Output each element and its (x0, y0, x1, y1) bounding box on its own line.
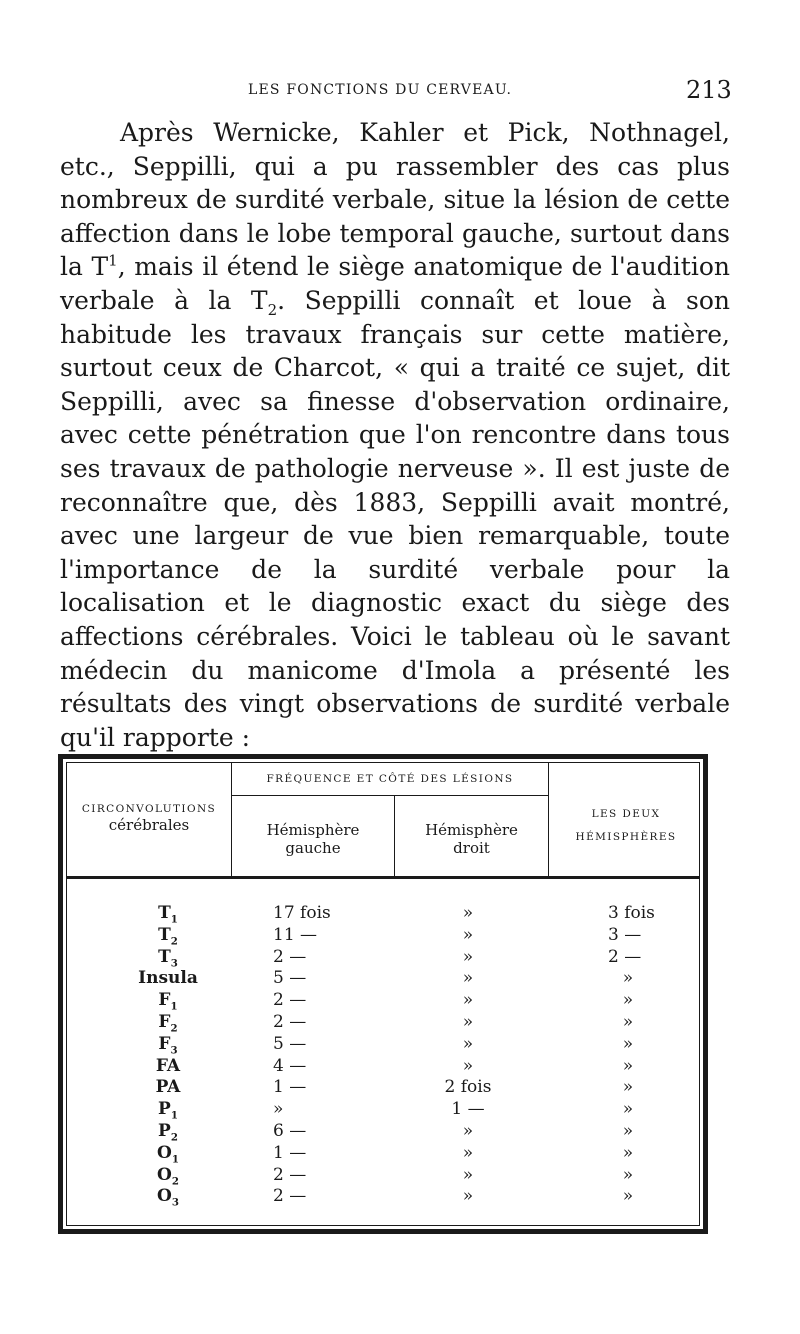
right-hemisphere-count: » (462, 1033, 474, 1054)
left-hemisphere-count: 4 — (273, 1055, 307, 1076)
lesion-table (58, 754, 708, 1234)
right-hemisphere-count: 1 — (451, 1099, 485, 1120)
table-row (63, 947, 703, 969)
table-row (63, 1077, 703, 1099)
convolution-label: $P_2$ (158, 1121, 178, 1144)
table-row (63, 1034, 703, 1056)
right-hemisphere-count: » (462, 1142, 474, 1163)
right-hemisphere-count: » (462, 990, 474, 1011)
right-hemisphere-count: » (462, 1186, 474, 1207)
right-hemisphere-count: » (462, 1121, 474, 1141)
convolution-label: $F_2$ (158, 1012, 178, 1035)
left-hemisphere-count: 1 — (273, 1077, 307, 1098)
both-hemispheres-count: » (622, 1142, 634, 1163)
table-row (63, 1056, 703, 1078)
body-text-segment: , mais il étend le siège anatomique de l'audition verbale à la T (60, 252, 730, 315)
col-group-header: FRÉQUENCE ET CÔTÉ DES LÉSIONS (266, 773, 514, 785)
convolution-label: $P_1$ (158, 1099, 178, 1122)
col-header-droit: Hémisphère droit (425, 821, 518, 857)
left-hemisphere-count: 2 — (273, 1186, 307, 1207)
page-number: 213 (686, 76, 732, 104)
body-text-segment: . Seppilli connaît et loue à son habitude les travaux français sur cette matière, surtout ceux de Charcot, « qui a traité ce sujet, dit Seppilli, avec sa finesse d'observation ordinaire, avec cette pénétration que l'on rencontre dans tous ses travaux de pathologie nerveuse ». Il est juste de reconnaître que, dès 1883, Seppilli avait montré, avec une largeur de vue bien remarquable, toute l'importance de la surdité verbale pour la localisation et le diagnostic exact du siège des affections cérébrales. Voici le tableau où le savant médecin du manicome d'Imola a présenté les résultats des vingt observations de surdité verbale qu'il rapporte : (60, 285, 730, 752)
body-text-segment: Après Wernicke, Kahler et Pick, Nothnagel, etc., Seppilli, qui a pu rassembler des cas plus nombreux de surdité verbale, situe la lésion de cette affection dans le lobe temporal gauche, surtout dans la T (60, 118, 730, 282)
convolution-label: $T_3$ (158, 946, 178, 969)
left-hemisphere-count: 2 — (273, 990, 307, 1011)
both-hemispheres-count: » (622, 1121, 634, 1141)
both-hemispheres-count: » (622, 1012, 634, 1032)
table-row (63, 1012, 703, 1034)
right-hemisphere-count: » (462, 924, 474, 945)
convolution-label: $F_1$ (158, 990, 178, 1013)
convolution-label: $O_3$ (157, 1186, 179, 1209)
right-hemisphere-count: 2 fois (444, 1077, 492, 1098)
both-hemispheres-count: » (622, 1099, 634, 1120)
both-hemispheres-count: 2 — (608, 946, 642, 967)
convolution-label: PA (155, 1077, 181, 1098)
body-superscript: 1 (108, 252, 118, 271)
convolution-label: $O_1$ (157, 1142, 179, 1166)
right-hemisphere-count: » (462, 1055, 474, 1076)
both-hemispheres-count: » (622, 1033, 634, 1054)
running-head (0, 76, 800, 110)
right-hemisphere-count: » (462, 1164, 474, 1185)
col-header-deux-hemispheres: LES DEUX HÉMISPHÈRES (575, 808, 677, 844)
table-row (63, 1165, 703, 1187)
table-row (63, 1121, 703, 1143)
left-hemisphere-count: 5 — (273, 968, 307, 989)
col-header-circonvolutions: CIRCONVOLUTIONS cérébrales (81, 803, 217, 834)
right-hemisphere-count: » (462, 903, 474, 923)
convolution-label: $F_3$ (158, 1033, 178, 1057)
left-hemisphere-count: 11 — (273, 924, 318, 945)
table-row (63, 1186, 703, 1208)
group-header-rule (232, 795, 548, 796)
left-hemisphere-count: 2 — (273, 1012, 307, 1032)
right-hemisphere-count: » (462, 1012, 474, 1032)
table-row (63, 1143, 703, 1165)
both-hemispheres-count: » (622, 1186, 634, 1207)
left-hemisphere-count: 1 — (273, 1142, 307, 1163)
running-title: LES FONCTIONS DU CERVEAU. (248, 82, 513, 98)
body-subscript: 2 (267, 300, 278, 319)
right-hemisphere-count: » (462, 946, 474, 967)
convolution-label: Insula (138, 968, 198, 989)
left-hemisphere-count: 2 — (273, 946, 307, 967)
left-hemisphere-count: 17 fois (273, 903, 331, 923)
right-hemisphere-count: » (462, 968, 474, 989)
table-row (63, 968, 703, 990)
both-hemispheres-count: » (622, 1055, 634, 1076)
body-paragraph (60, 116, 730, 754)
both-hemispheres-count: » (622, 990, 634, 1011)
both-hemispheres-count: 3 fois (608, 903, 655, 923)
table-row (63, 1099, 703, 1121)
table-row (63, 925, 703, 947)
col-header-gauche: Hémisphère gauche (266, 821, 360, 857)
convolution-label: $T_2$ (158, 924, 178, 948)
convolution-label: $T_1$ (158, 903, 178, 926)
both-hemispheres-count: » (622, 968, 634, 989)
left-hemisphere-count: » (273, 1099, 284, 1120)
both-hemispheres-count: 3 — (608, 924, 642, 945)
left-hemisphere-count: 5 — (273, 1033, 307, 1054)
convolution-label: FA (155, 1055, 181, 1076)
table-row (63, 903, 703, 925)
both-hemispheres-count: » (622, 1077, 634, 1098)
left-hemisphere-count: 6 — (273, 1121, 307, 1141)
convolution-label: $O_2$ (157, 1164, 179, 1187)
header-rule (66, 876, 700, 879)
left-hemisphere-count: 2 — (273, 1164, 307, 1185)
both-hemispheres-count: » (622, 1164, 634, 1185)
table-row (63, 990, 703, 1012)
